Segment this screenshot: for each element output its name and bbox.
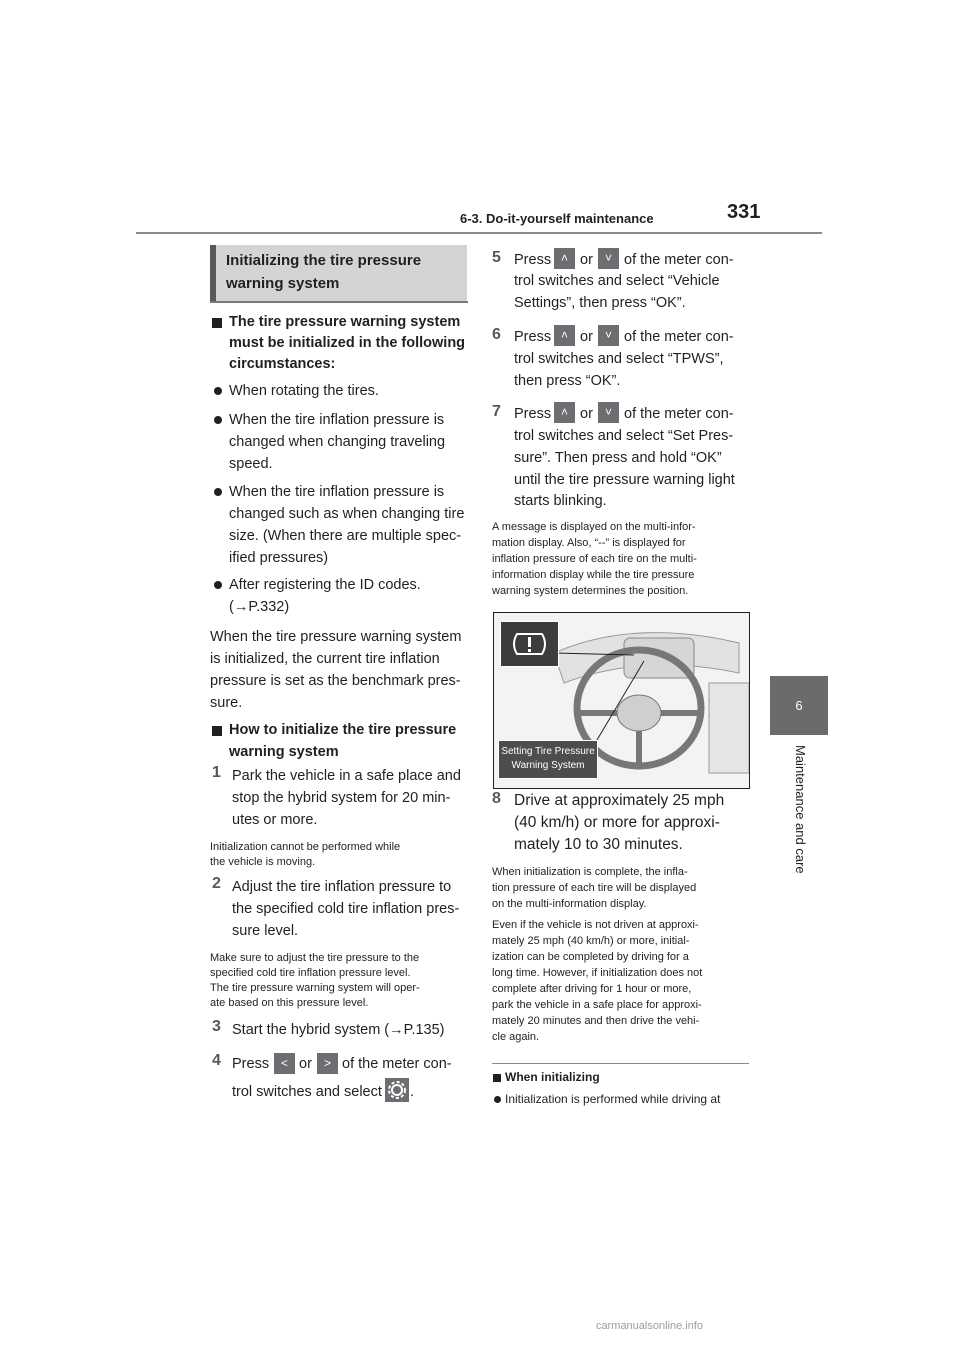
must-heading-l1: The tire pressure warning system bbox=[229, 314, 461, 330]
step-1-l1: Park the vehicle in a safe place and bbox=[232, 768, 461, 784]
page-number: 331 bbox=[727, 201, 761, 223]
how-heading-l2: warning system bbox=[229, 744, 339, 760]
step-4-press: Press bbox=[232, 1056, 270, 1072]
message-note-l2: mation display. Also, “--” is displayed for bbox=[492, 537, 686, 549]
step-7-or: or bbox=[580, 406, 593, 422]
bullet-1: When rotating the tires. bbox=[229, 383, 379, 399]
message-note-l1: A message is displayed on the multi-infor- bbox=[492, 521, 696, 533]
bullet-4-l2: (→P.332) bbox=[229, 599, 290, 615]
section-heading bbox=[210, 245, 467, 301]
drive-note-l7: mately 20 minutes and then drive the vehi- bbox=[492, 1015, 700, 1027]
step-8-l2: (40 km/h) or more for approxi- bbox=[514, 814, 720, 831]
must-heading-l2: must be initialized in the following bbox=[229, 335, 466, 351]
right-arrow-key-icon: > bbox=[317, 1053, 338, 1074]
bullet-dot-icon bbox=[214, 581, 222, 589]
complete-note-l1: When initialization is complete, the infla- bbox=[492, 866, 688, 878]
bullet-dot-icon bbox=[214, 387, 222, 395]
step-7-l3: sure”. Then press and hold “OK” bbox=[514, 450, 722, 466]
step-2-l2: the specified cold tire inflation pres- bbox=[232, 901, 460, 917]
step-7-l2: trol switches and select “Set Pres- bbox=[514, 428, 734, 444]
step-6-l3: then press “OK”. bbox=[514, 373, 621, 389]
step-6-l2: trol switches and select “TPWS”, bbox=[514, 351, 724, 367]
left-arrow-key-icon: < bbox=[274, 1053, 295, 1074]
complete-note-l3: on the multi-information display. bbox=[492, 898, 647, 910]
bullet-2-l1: When the tire inflation pressure is bbox=[229, 412, 445, 428]
step-1-note-l2: the vehicle is moving. bbox=[210, 856, 316, 868]
message-note-l4: information display while the tire pressure bbox=[492, 569, 695, 581]
step-number: 1 bbox=[212, 764, 221, 781]
running-header-section: 6-3. Do-it-yourself maintenance bbox=[460, 211, 654, 226]
step-8-l1: Drive at approximately 25 mph bbox=[514, 792, 725, 809]
drive-note-l2: mately 25 mph (40 km/h) or more, initial- bbox=[492, 935, 690, 947]
intro-l3: pressure is set as the benchmark pres- bbox=[210, 673, 461, 689]
step-1-l3: utes or more. bbox=[232, 812, 318, 828]
section-heading-line2: warning system bbox=[226, 275, 340, 292]
step-4-l2: trol switches and select bbox=[232, 1084, 382, 1100]
step-2-l3: sure level. bbox=[232, 923, 299, 939]
message-note-l3: inflation pressure of each tire on the multi- bbox=[492, 553, 697, 565]
step-4-of: of the meter con- bbox=[342, 1056, 452, 1072]
setting-screen-callout bbox=[498, 740, 598, 779]
section-heading-rule bbox=[210, 301, 468, 303]
bullet-2-l2: changed when changing traveling bbox=[229, 434, 446, 450]
step-1-l2: stop the hybrid system for 20 min- bbox=[232, 790, 451, 806]
step-7-press: Press bbox=[514, 406, 552, 422]
drive-note-l6: park the vehicle in a safe place for approxi- bbox=[492, 999, 702, 1011]
when-initializing-bullet: Initialization is performed while driving at bbox=[505, 1092, 721, 1106]
intro-l4: sure. bbox=[210, 695, 243, 711]
step-6-press: Press bbox=[514, 329, 552, 345]
step-4-end: . bbox=[410, 1084, 415, 1100]
callout-text-l2: Warning System bbox=[511, 760, 585, 771]
bullet-2-l3: speed. bbox=[229, 456, 273, 472]
must-heading-l3: circumstances: bbox=[229, 356, 336, 372]
drive-note-l8: cle again. bbox=[492, 1031, 540, 1043]
step-number: 4 bbox=[212, 1052, 221, 1069]
step-1-note-l1: Initialization cannot be performed while bbox=[210, 841, 401, 853]
step-number: 3 bbox=[212, 1018, 221, 1035]
footer-watermark: carmanualsonline.info bbox=[596, 1320, 704, 1332]
step-number: 5 bbox=[492, 249, 501, 266]
bullet-4-l1: After registering the ID codes. bbox=[229, 577, 421, 593]
intro-l2: is initialized, the current tire inflation bbox=[210, 651, 440, 667]
down-arrow-key-icon: ˅ bbox=[598, 402, 619, 423]
step-number: 6 bbox=[492, 326, 501, 343]
step-6-or: or bbox=[580, 329, 593, 345]
step-2-note-l4: ate based on this pressure level. bbox=[210, 997, 369, 1009]
when-initializing-heading: When initializing bbox=[505, 1070, 600, 1084]
tire-pressure-warning-icon bbox=[501, 622, 558, 666]
bullet-3-l3: size. (When there are multiple spec- bbox=[229, 528, 462, 544]
chapter-label: Maintenance and care bbox=[793, 745, 808, 874]
info-rule bbox=[492, 1063, 749, 1064]
step-4-or: or bbox=[299, 1056, 312, 1072]
up-arrow-key-icon: ˄ bbox=[554, 402, 575, 423]
step-number: 2 bbox=[212, 875, 221, 892]
step-7-of: of the meter con- bbox=[624, 406, 734, 422]
step-number: 8 bbox=[492, 790, 501, 807]
complete-note-l2: tion pressure of each tire will be displayed bbox=[492, 882, 697, 894]
step-number: 7 bbox=[492, 403, 501, 420]
drive-note-l1: Even if the vehicle is not driven at approxi- bbox=[492, 919, 699, 931]
header-rule bbox=[136, 232, 822, 234]
up-arrow-key-icon: ˄ bbox=[554, 248, 575, 269]
step-6-of: of the meter con- bbox=[624, 329, 734, 345]
step-5-l3: Settings”, then press “OK”. bbox=[514, 295, 686, 311]
step-5-press: Press bbox=[514, 252, 552, 268]
bullet-dot-icon bbox=[214, 416, 222, 424]
down-arrow-key-icon: ˅ bbox=[598, 325, 619, 346]
step-5-l2: trol switches and select “Vehicle bbox=[514, 273, 720, 289]
chapter-tab: 6 bbox=[770, 676, 828, 735]
gear-icon bbox=[385, 1078, 409, 1102]
up-arrow-key-icon: ˄ bbox=[554, 325, 575, 346]
step-2-note-l3: The tire pressure warning system will oper- bbox=[210, 982, 420, 994]
bullet-3-l2: changed such as when changing tire bbox=[229, 506, 465, 522]
steering-wheel-illustration bbox=[493, 612, 750, 789]
step-7-l4: until the tire pressure warning light bbox=[514, 472, 735, 488]
bullet-3-l4: ified pressures) bbox=[229, 550, 329, 566]
drive-note-l4: long time. However, if initialization does not bbox=[492, 967, 703, 979]
step-5-or: or bbox=[580, 252, 593, 268]
step-3: Start the hybrid system (→P.135) bbox=[232, 1022, 445, 1038]
square-bullet-icon bbox=[212, 318, 222, 328]
bullet-3-l1: When the tire inflation pressure is bbox=[229, 484, 445, 500]
how-heading-l1: How to initialize the tire pressure bbox=[229, 722, 457, 738]
step-8-l3: mately 10 to 30 minutes. bbox=[514, 836, 683, 853]
step-2-note-l2: specified cold tire inflation pressure level. bbox=[210, 967, 411, 979]
step-7-l5: starts blinking. bbox=[514, 493, 607, 509]
tpws-callout bbox=[500, 621, 559, 667]
square-bullet-icon bbox=[493, 1074, 501, 1082]
intro-l1: When the tire pressure warning system bbox=[210, 629, 462, 645]
down-arrow-key-icon: ˅ bbox=[598, 248, 619, 269]
callout-text-l1: Setting Tire Pressure bbox=[501, 746, 595, 757]
section-heading-line1: Initializing the tire pressure bbox=[226, 252, 422, 269]
step-2-l1: Adjust the tire inflation pressure to bbox=[232, 879, 452, 895]
step-5-of: of the meter con- bbox=[624, 252, 734, 268]
square-bullet-icon bbox=[212, 726, 222, 736]
message-note-l5: warning system determines the position. bbox=[492, 585, 689, 597]
bullet-dot-icon bbox=[214, 488, 222, 496]
drive-note-l3: ization can be completed by driving for a bbox=[492, 951, 689, 963]
drive-note-l5: complete after driving for 1 hour or more, bbox=[492, 983, 692, 995]
step-2-note-l1: Make sure to adjust the tire pressure to the bbox=[210, 952, 420, 964]
bullet-dot-icon bbox=[494, 1096, 501, 1103]
